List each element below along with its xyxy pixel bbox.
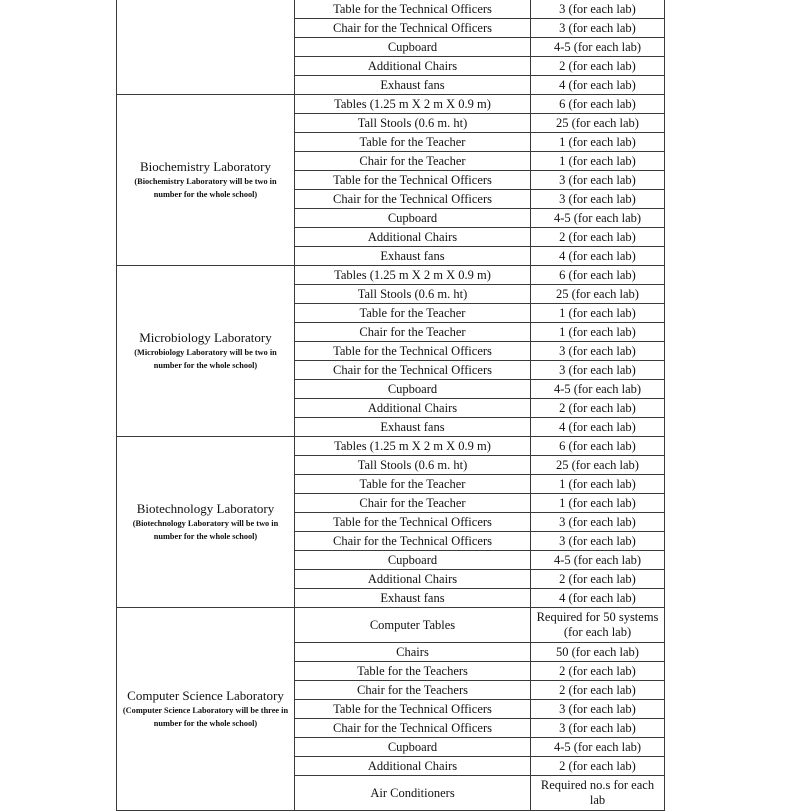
quantity-cell: 4-5 (for each lab)	[531, 738, 665, 757]
lab-cell	[117, 0, 295, 95]
quantity-cell: 50 (for each lab)	[531, 643, 665, 662]
quantity-cell: 25 (for each lab)	[531, 285, 665, 304]
quantity-cell: 1 (for each lab)	[531, 494, 665, 513]
item-cell: Exhaust fans	[295, 76, 531, 95]
item-cell: Chair for the Teacher	[295, 152, 531, 171]
item-cell: Chairs	[295, 643, 531, 662]
lab-note: (Biochemistry Laboratory will be two in number for the whole school)	[134, 177, 277, 199]
quantity-cell: 2 (for each lab)	[531, 228, 665, 247]
quantity-cell: 6 (for each lab)	[531, 437, 665, 456]
item-cell: Chair for the Teachers	[295, 681, 531, 700]
lab-cell	[117, 266, 295, 437]
item-cell: Additional Chairs	[295, 757, 531, 776]
item-cell: Table for the Technical Officers	[295, 171, 531, 190]
item-cell: Chair for the Technical Officers	[295, 190, 531, 209]
item-cell: Cupboard	[295, 38, 531, 57]
quantity-cell: 1 (for each lab)	[531, 475, 665, 494]
lab-note: (Computer Science Laboratory will be three in number for the whole school)	[122, 706, 289, 728]
quantity-cell: Required no.s for each lab	[531, 776, 665, 811]
item-cell: Chair for the Technical Officers	[295, 719, 531, 738]
table-row	[117, 95, 665, 114]
item-cell: Computer Tables	[295, 608, 531, 643]
table-row	[117, 437, 665, 456]
quantity-cell: 3 (for each lab)	[531, 513, 665, 532]
quantity-cell: 3 (for each lab)	[531, 342, 665, 361]
table-row	[117, 266, 665, 285]
item-cell: Additional Chairs	[295, 570, 531, 589]
item-cell: Chair for the Technical Officers	[295, 19, 531, 38]
item-cell: Tall Stools (0.6 m. ht)	[295, 285, 531, 304]
quantity-cell: 3 (for each lab)	[531, 532, 665, 551]
item-cell: Exhaust fans	[295, 418, 531, 437]
lab-name: Biochemistry Laboratory	[139, 159, 272, 174]
lab-name: Microbiology Laboratory	[139, 330, 272, 345]
quantity-cell: 2 (for each lab)	[531, 681, 665, 700]
item-cell: Air Conditioners	[295, 776, 531, 811]
quantity-cell: 2 (for each lab)	[531, 399, 665, 418]
lab-cell	[117, 437, 295, 608]
quantity-cell: 3 (for each lab)	[531, 0, 665, 19]
quantity-cell: 6 (for each lab)	[531, 266, 665, 285]
item-cell: Chair for the Teacher	[295, 494, 531, 513]
item-cell: Tables (1.25 m X 2 m X 0.9 m)	[295, 95, 531, 114]
quantity-cell: 4 (for each lab)	[531, 247, 665, 266]
item-cell: Table for the Technical Officers	[295, 342, 531, 361]
quantity-cell: 2 (for each lab)	[531, 570, 665, 589]
quantity-cell: 4-5 (for each lab)	[531, 380, 665, 399]
item-cell: Chair for the Technical Officers	[295, 532, 531, 551]
quantity-cell: 2 (for each lab)	[531, 662, 665, 681]
item-cell: Chair for the Teacher	[295, 323, 531, 342]
item-cell: Additional Chairs	[295, 399, 531, 418]
quantity-cell: 1 (for each lab)	[531, 152, 665, 171]
item-cell: Cupboard	[295, 738, 531, 757]
item-cell: Table for the Teacher	[295, 304, 531, 323]
quantity-cell: 6 (for each lab)	[531, 95, 665, 114]
item-cell: Table for the Technical Officers	[295, 513, 531, 532]
lab-note: (Biotechnology Laboratory will be two in number for the whole school)	[132, 519, 279, 541]
quantity-cell: 4 (for each lab)	[531, 418, 665, 437]
quantity-cell: 1 (for each lab)	[531, 323, 665, 342]
quantity-cell: 3 (for each lab)	[531, 190, 665, 209]
lab-note: (Microbiology Laboratory will be two in number for the whole school)	[134, 348, 277, 370]
quantity-cell: Required for 50 systems (for each lab)	[531, 608, 665, 643]
quantity-cell: 1 (for each lab)	[531, 133, 665, 152]
item-cell: Cupboard	[295, 551, 531, 570]
table-row	[117, 0, 665, 19]
quantity-cell: 3 (for each lab)	[531, 700, 665, 719]
item-cell: Exhaust fans	[295, 247, 531, 266]
item-cell: Additional Chairs	[295, 228, 531, 247]
quantity-cell: 4-5 (for each lab)	[531, 209, 665, 228]
item-cell: Tall Stools (0.6 m. ht)	[295, 456, 531, 475]
quantity-cell: 4 (for each lab)	[531, 76, 665, 95]
item-cell: Table for the Technical Officers	[295, 0, 531, 19]
item-cell: Tall Stools (0.6 m. ht)	[295, 114, 531, 133]
item-cell: Table for the Teachers	[295, 662, 531, 681]
quantity-cell: 3 (for each lab)	[531, 719, 665, 738]
item-cell: Table for the Teacher	[295, 475, 531, 494]
item-cell: Cupboard	[295, 380, 531, 399]
table-row	[117, 608, 665, 643]
quantity-cell: 1 (for each lab)	[531, 304, 665, 323]
item-cell: Chair for the Technical Officers	[295, 361, 531, 380]
quantity-cell: 25 (for each lab)	[531, 456, 665, 475]
furniture-table	[116, 0, 665, 811]
item-cell: Tables (1.25 m X 2 m X 0.9 m)	[295, 266, 531, 285]
quantity-cell: 4-5 (for each lab)	[531, 551, 665, 570]
item-cell: Exhaust fans	[295, 589, 531, 608]
quantity-cell: 4 (for each lab)	[531, 589, 665, 608]
lab-cell	[117, 95, 295, 266]
item-cell: Additional Chairs	[295, 57, 531, 76]
quantity-cell: 3 (for each lab)	[531, 171, 665, 190]
item-cell: Table for the Technical Officers	[295, 700, 531, 719]
lab-name: Computer Science Laboratory	[127, 688, 284, 703]
item-cell: Tables (1.25 m X 2 m X 0.9 m)	[295, 437, 531, 456]
item-cell: Cupboard	[295, 209, 531, 228]
quantity-cell: 2 (for each lab)	[531, 57, 665, 76]
lab-name: Biotechnology Laboratory	[136, 501, 275, 516]
quantity-cell: 3 (for each lab)	[531, 19, 665, 38]
furniture-table-body	[117, 0, 665, 811]
lab-cell	[117, 608, 295, 811]
item-cell: Table for the Teacher	[295, 133, 531, 152]
quantity-cell: 2 (for each lab)	[531, 757, 665, 776]
quantity-cell: 3 (for each lab)	[531, 361, 665, 380]
quantity-cell: 25 (for each lab)	[531, 114, 665, 133]
quantity-cell: 4-5 (for each lab)	[531, 38, 665, 57]
